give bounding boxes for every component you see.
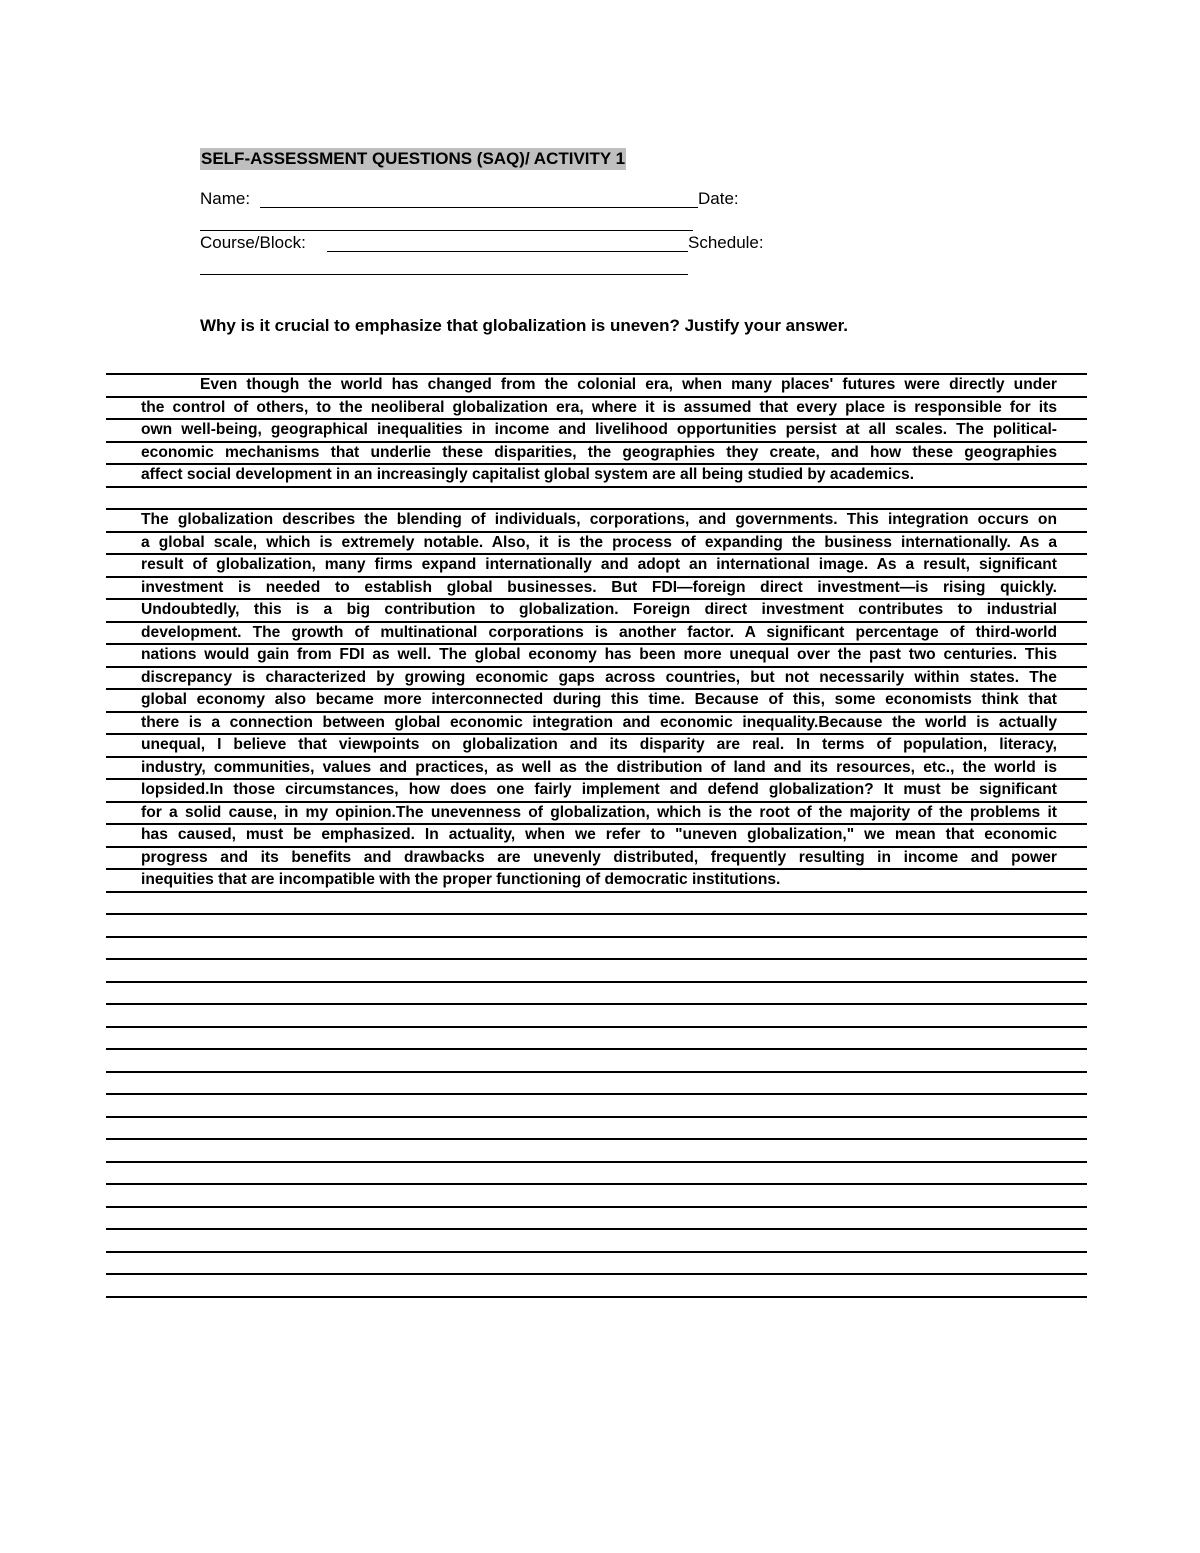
answer-line: Undoubtedly, this is a big contribution to globalization. Foreign direct investment contributes to industrial bbox=[141, 601, 1057, 618]
ruled-line bbox=[106, 1003, 1087, 1005]
schedule-label: Schedule: bbox=[688, 233, 764, 252]
name-label: Name: bbox=[200, 189, 251, 208]
ruled-line bbox=[106, 1048, 1087, 1050]
answer-line: own well-being, geographical inequalities in income and livelihood opportunities persist at all scales. The political- bbox=[141, 421, 1057, 438]
ruled-line bbox=[106, 1071, 1087, 1073]
answer-line: Even though the world has changed from the colonial era, when many places' futures were directly under bbox=[200, 376, 1057, 393]
answer-line: a global scale, which is extremely notable. Also, it is the process of expanding the business internationally. As a bbox=[141, 534, 1057, 551]
answer-line: development. The growth of multinational corporations is another factor. A significant percentage of third-world bbox=[141, 624, 1057, 641]
ruled-line bbox=[106, 1228, 1087, 1230]
answer-line: progress and its benefits and drawbacks are unevenly distributed, frequently resulting in income and power bbox=[141, 849, 1057, 866]
ruled-line bbox=[106, 981, 1087, 983]
date-label: Date: bbox=[698, 189, 739, 208]
answer-line: unequal, I believe that viewpoints on globalization and its disparity are real. In terms of population, literacy, bbox=[141, 736, 1057, 753]
ruled-line bbox=[106, 1206, 1087, 1208]
course-block-input-line[interactable] bbox=[327, 251, 688, 252]
schedule-input-line[interactable] bbox=[200, 274, 688, 275]
ruled-line bbox=[106, 1273, 1087, 1275]
answer-line: result of globalization, many firms expand internationally and adopt an international image. As a result, significant bbox=[141, 556, 1057, 573]
question-heading: Why is it crucial to emphasize that globalization is uneven? Justify your answer. bbox=[200, 316, 849, 335]
ruled-line bbox=[106, 486, 1087, 488]
answer-line: The globalization describes the blending of individuals, corporations, and governments. This integration occurs on bbox=[141, 511, 1057, 528]
answer-line: the control of others, to the neoliberal globalization era, where it is assumed that every place is responsible for its bbox=[141, 399, 1057, 416]
answer-line: inequities that are incompatible with the proper functioning of democratic institutions. bbox=[141, 871, 781, 888]
ruled-line bbox=[106, 1116, 1087, 1118]
answer-line: investment is needed to establish global businesses. But FDI—foreign direct investment—is rising quickly. bbox=[141, 579, 1057, 596]
ruled-line bbox=[106, 936, 1087, 938]
answer-line: discrepancy is characterized by growing economic gaps across countries, but not necessarily within states. The bbox=[141, 669, 1057, 686]
ruled-line bbox=[106, 1296, 1087, 1298]
ruled-line bbox=[106, 1026, 1087, 1028]
answer-line: affect social development in an increasingly capitalist global system are all being studied by academics. bbox=[141, 466, 915, 483]
ruled-line bbox=[106, 1093, 1087, 1095]
ruled-line bbox=[106, 891, 1087, 893]
name-input-line[interactable] bbox=[260, 207, 698, 208]
answer-line: industry, communities, values and practices, as well as the distribution of land and its resources, etc., the world is bbox=[141, 759, 1057, 776]
worksheet-title: SELF-ASSESSMENT QUESTIONS (SAQ)/ ACTIVITY 1 bbox=[201, 149, 626, 168]
ruled-line bbox=[106, 1161, 1087, 1163]
answer-line: global economy also became more interconnected during this time. Because of this, some economists think that bbox=[141, 691, 1057, 708]
ruled-line bbox=[106, 1138, 1087, 1140]
answer-line: lopsided.In those circumstances, how does one fairly implement and defend globalization? It must be significant bbox=[141, 781, 1057, 798]
ruled-line bbox=[106, 913, 1087, 915]
answer-line: nations would gain from FDI as well. The global economy has been more unequal over the past two centuries. This bbox=[141, 646, 1057, 663]
ruled-line bbox=[106, 1183, 1087, 1185]
answer-line: has caused, must be emphasized. In actuality, when we refer to "uneven globalization," we mean that economic bbox=[141, 826, 1057, 843]
answer-line: there is a connection between global economic integration and economic inequality.Because the world is actually bbox=[141, 714, 1057, 731]
course-block-label: Course/Block: bbox=[200, 233, 306, 252]
answer-line: economic mechanisms that underlie these disparities, the geographies they create, and how these geographies bbox=[141, 444, 1057, 461]
answer-line: for a solid cause, in my opinion.The unevenness of globalization, which is the root of the majority of the problems it bbox=[141, 804, 1057, 821]
ruled-line bbox=[106, 1251, 1087, 1253]
date-input-line[interactable] bbox=[200, 230, 693, 231]
ruled-line bbox=[106, 958, 1087, 960]
